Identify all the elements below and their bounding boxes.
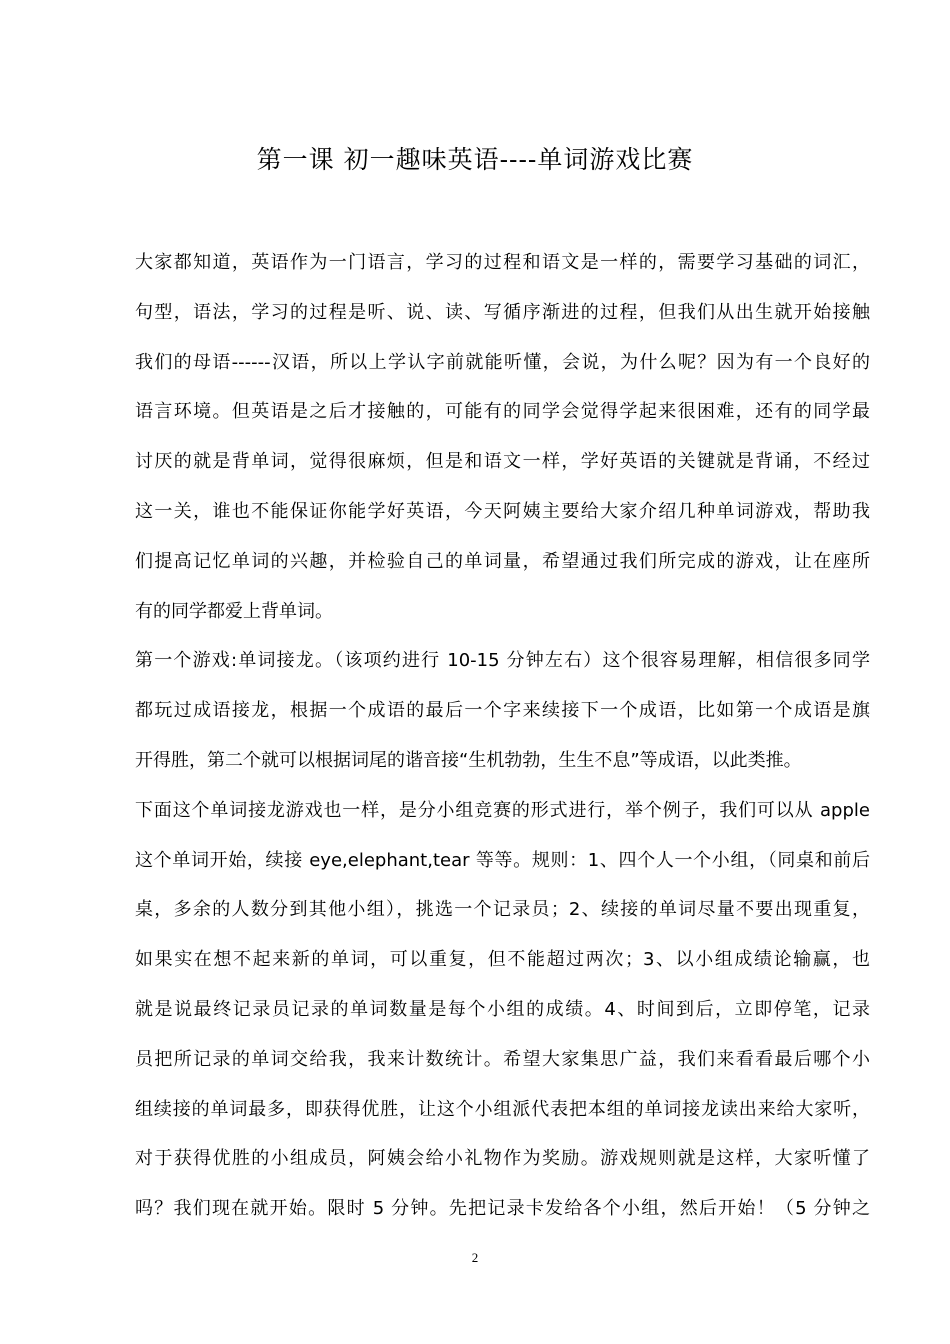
text-line: 员把所记录的单词交给我，我来计数统计。希望大家集思广益，我们来看看最后哪个小 [135, 1048, 870, 1070]
text-line: 大家都知道，英语作为一门语言，学习的过程和语文是一样的，需要学习基础的词汇， [135, 252, 870, 273]
text-line: 语言环境。但英语是之后才接触的，可能有的同学会觉得学起来很困难，还有的同学最 [135, 401, 870, 423]
body-text [135, 238, 870, 1234]
text-line: 这个单词开始，续接 eye,elephant,tear 等等。规则：1、四个人一个小组，（同桌和前后 [135, 849, 870, 871]
text-line: 吗？我们现在就开始。限时 5 分钟。先把记录卡发给各个小组，然后开始！（5 分钟之 [135, 1198, 870, 1220]
text-line: 桌，多余的人数分到其他小组），挑选一个记录员；2、续接的单词尽量不要出现重复， [135, 899, 870, 921]
page-number: 2 [471, 1250, 479, 1265]
text-line: 我们的母语------汉语，所以上学认字前就能听懂，会说，为什么呢？因为有一个良好的 [135, 351, 870, 373]
text-line: 讨厌的就是背单词，觉得很麻烦，但是和语文一样，学好英语的关键就是背诵，不经过 [135, 451, 870, 473]
text-line: 都玩过成语接龙，根据一个成语的最后一个字来续接下一个成语，比如第一个成语是旗 [135, 700, 870, 722]
text-line: 如果实在想不起来新的单词，可以重复，但不能超过两次；3、以小组成绩论输赢，也 [135, 949, 870, 971]
text-line: 组续接的单词最多，即获得优胜，让这个小组派代表把本组的单词接龙读出来给大家听， [135, 1098, 870, 1120]
text-line: 句型，语法，学习的过程是听、说、读、写循序渐进的过程，但我们从出生就开始接触 [135, 301, 870, 323]
text-line: 就是说最终记录员记录的单词数量是每个小组的成绩。4、时间到后，立即停笔，记录 [135, 998, 870, 1020]
text-line: 第一个游戏:单词接龙。（该项约进行 10-15 分钟左右）这个很容易理解，相信很多同学 [135, 650, 870, 672]
text-line: 下面这个单词接龙游戏也一样，是分小组竞赛的形式进行，举个例子，我们可以从 apple [135, 799, 870, 821]
text-line: 有的同学都爱上背单词。 [135, 600, 333, 622]
text-line: 们提高记忆单词的兴趣，并检验自己的单词量，希望通过我们所完成的游戏，让在座所 [135, 550, 870, 572]
text-line: 开得胜，第二个就可以根据词尾的谐音接“生机勃勃，生生不息”等成语，以此类推。 [135, 749, 802, 771]
text-line: 对于获得优胜的小组成员，阿姨会给小礼物作为奖励。游戏规则就是这样，大家听懂了 [135, 1148, 870, 1170]
page-title: 第一课 初一趣味英语----单词游戏比赛 [256, 145, 694, 174]
text-line: 这一关，谁也不能保证你能学好英语，今天阿姨主要给大家介绍几种单词游戏，帮助我 [135, 500, 870, 522]
